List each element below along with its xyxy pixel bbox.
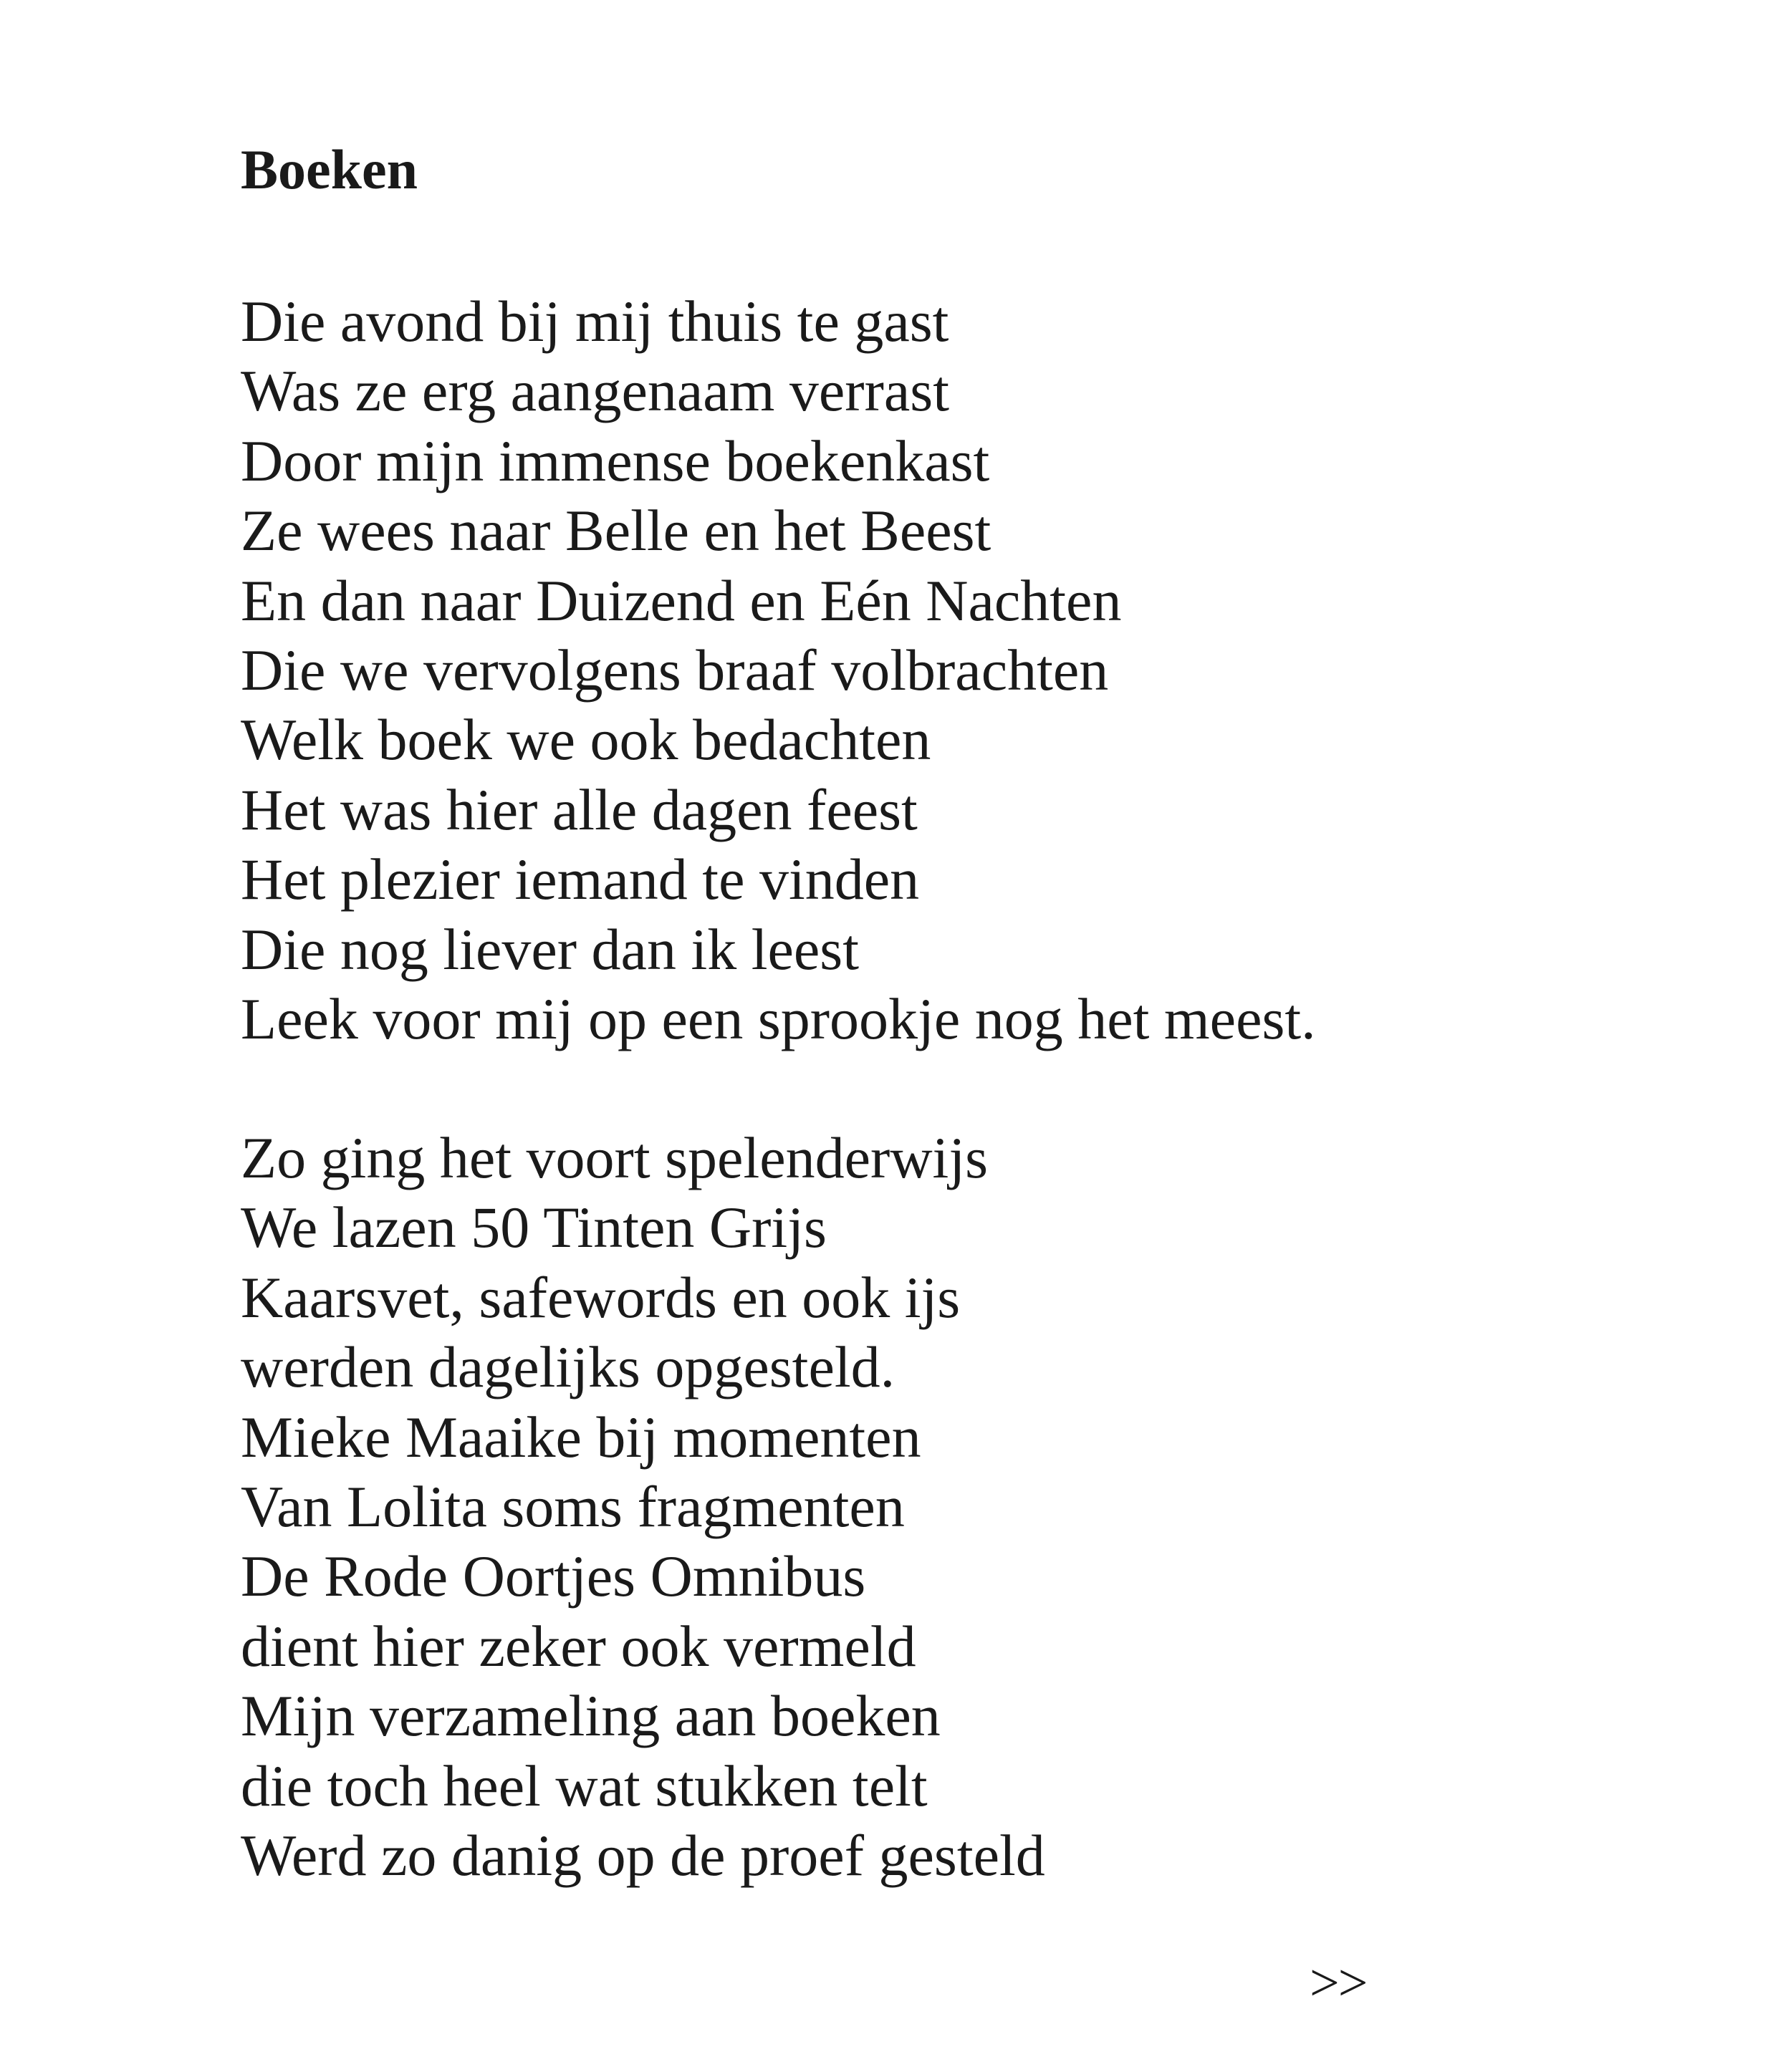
poem-line: Was ze erg aangenaam verrast [241,358,950,424]
poem-line: werden dagelijks opgesteld. [241,1334,896,1400]
poem-line: die toch heel wat stukken telt [241,1753,928,1818]
poem-line: Die we vervolgens braaf volbrachten [241,637,1109,703]
stanza-1 [241,286,1316,1054]
poem-line: Mijn verzameling aan boeken [241,1683,941,1749]
stanza-2 [241,1123,1045,1890]
poem-line: Leek voor mij op een sprookje nog het meest. [241,986,1316,1051]
poem-line: Die avond bij mij thuis te gast [241,289,949,354]
poem-line: Zo ging het voort spelenderwijs [241,1125,989,1190]
poem-line: Mieke Maaike bij momenten [241,1404,921,1470]
poem-line: Door mijn immense boekenkast [241,428,990,493]
poem-title: Boeken [241,138,418,201]
poem-line: Het plezier iemand te vinden [241,847,920,912]
poem-line: Die nog liever dan ik leest [241,916,860,982]
poem-line: Werd zo danig op de proef gesteld [241,1822,1045,1888]
poem-line: Het was hier alle dagen feest [241,776,918,842]
poem-line: Kaarsvet, safewords en ook ijs [241,1264,961,1330]
poem-line: De Rode Oortjes Omnibus [241,1543,866,1609]
poem-line: We lazen 50 Tinten Grijs [241,1195,827,1261]
continue-marker: >> [1310,1954,1367,2013]
poem-line: Welk boek we ook bedachten [241,707,931,773]
poem-line: Van Lolita soms fragmenten [241,1473,905,1539]
poem-line: En dan naar Duizend en Eén Nachten [241,567,1122,633]
poem-line: Ze wees naar Belle en het Beest [241,498,991,564]
poem-line: dient hier zeker ook vermeld [241,1613,916,1679]
